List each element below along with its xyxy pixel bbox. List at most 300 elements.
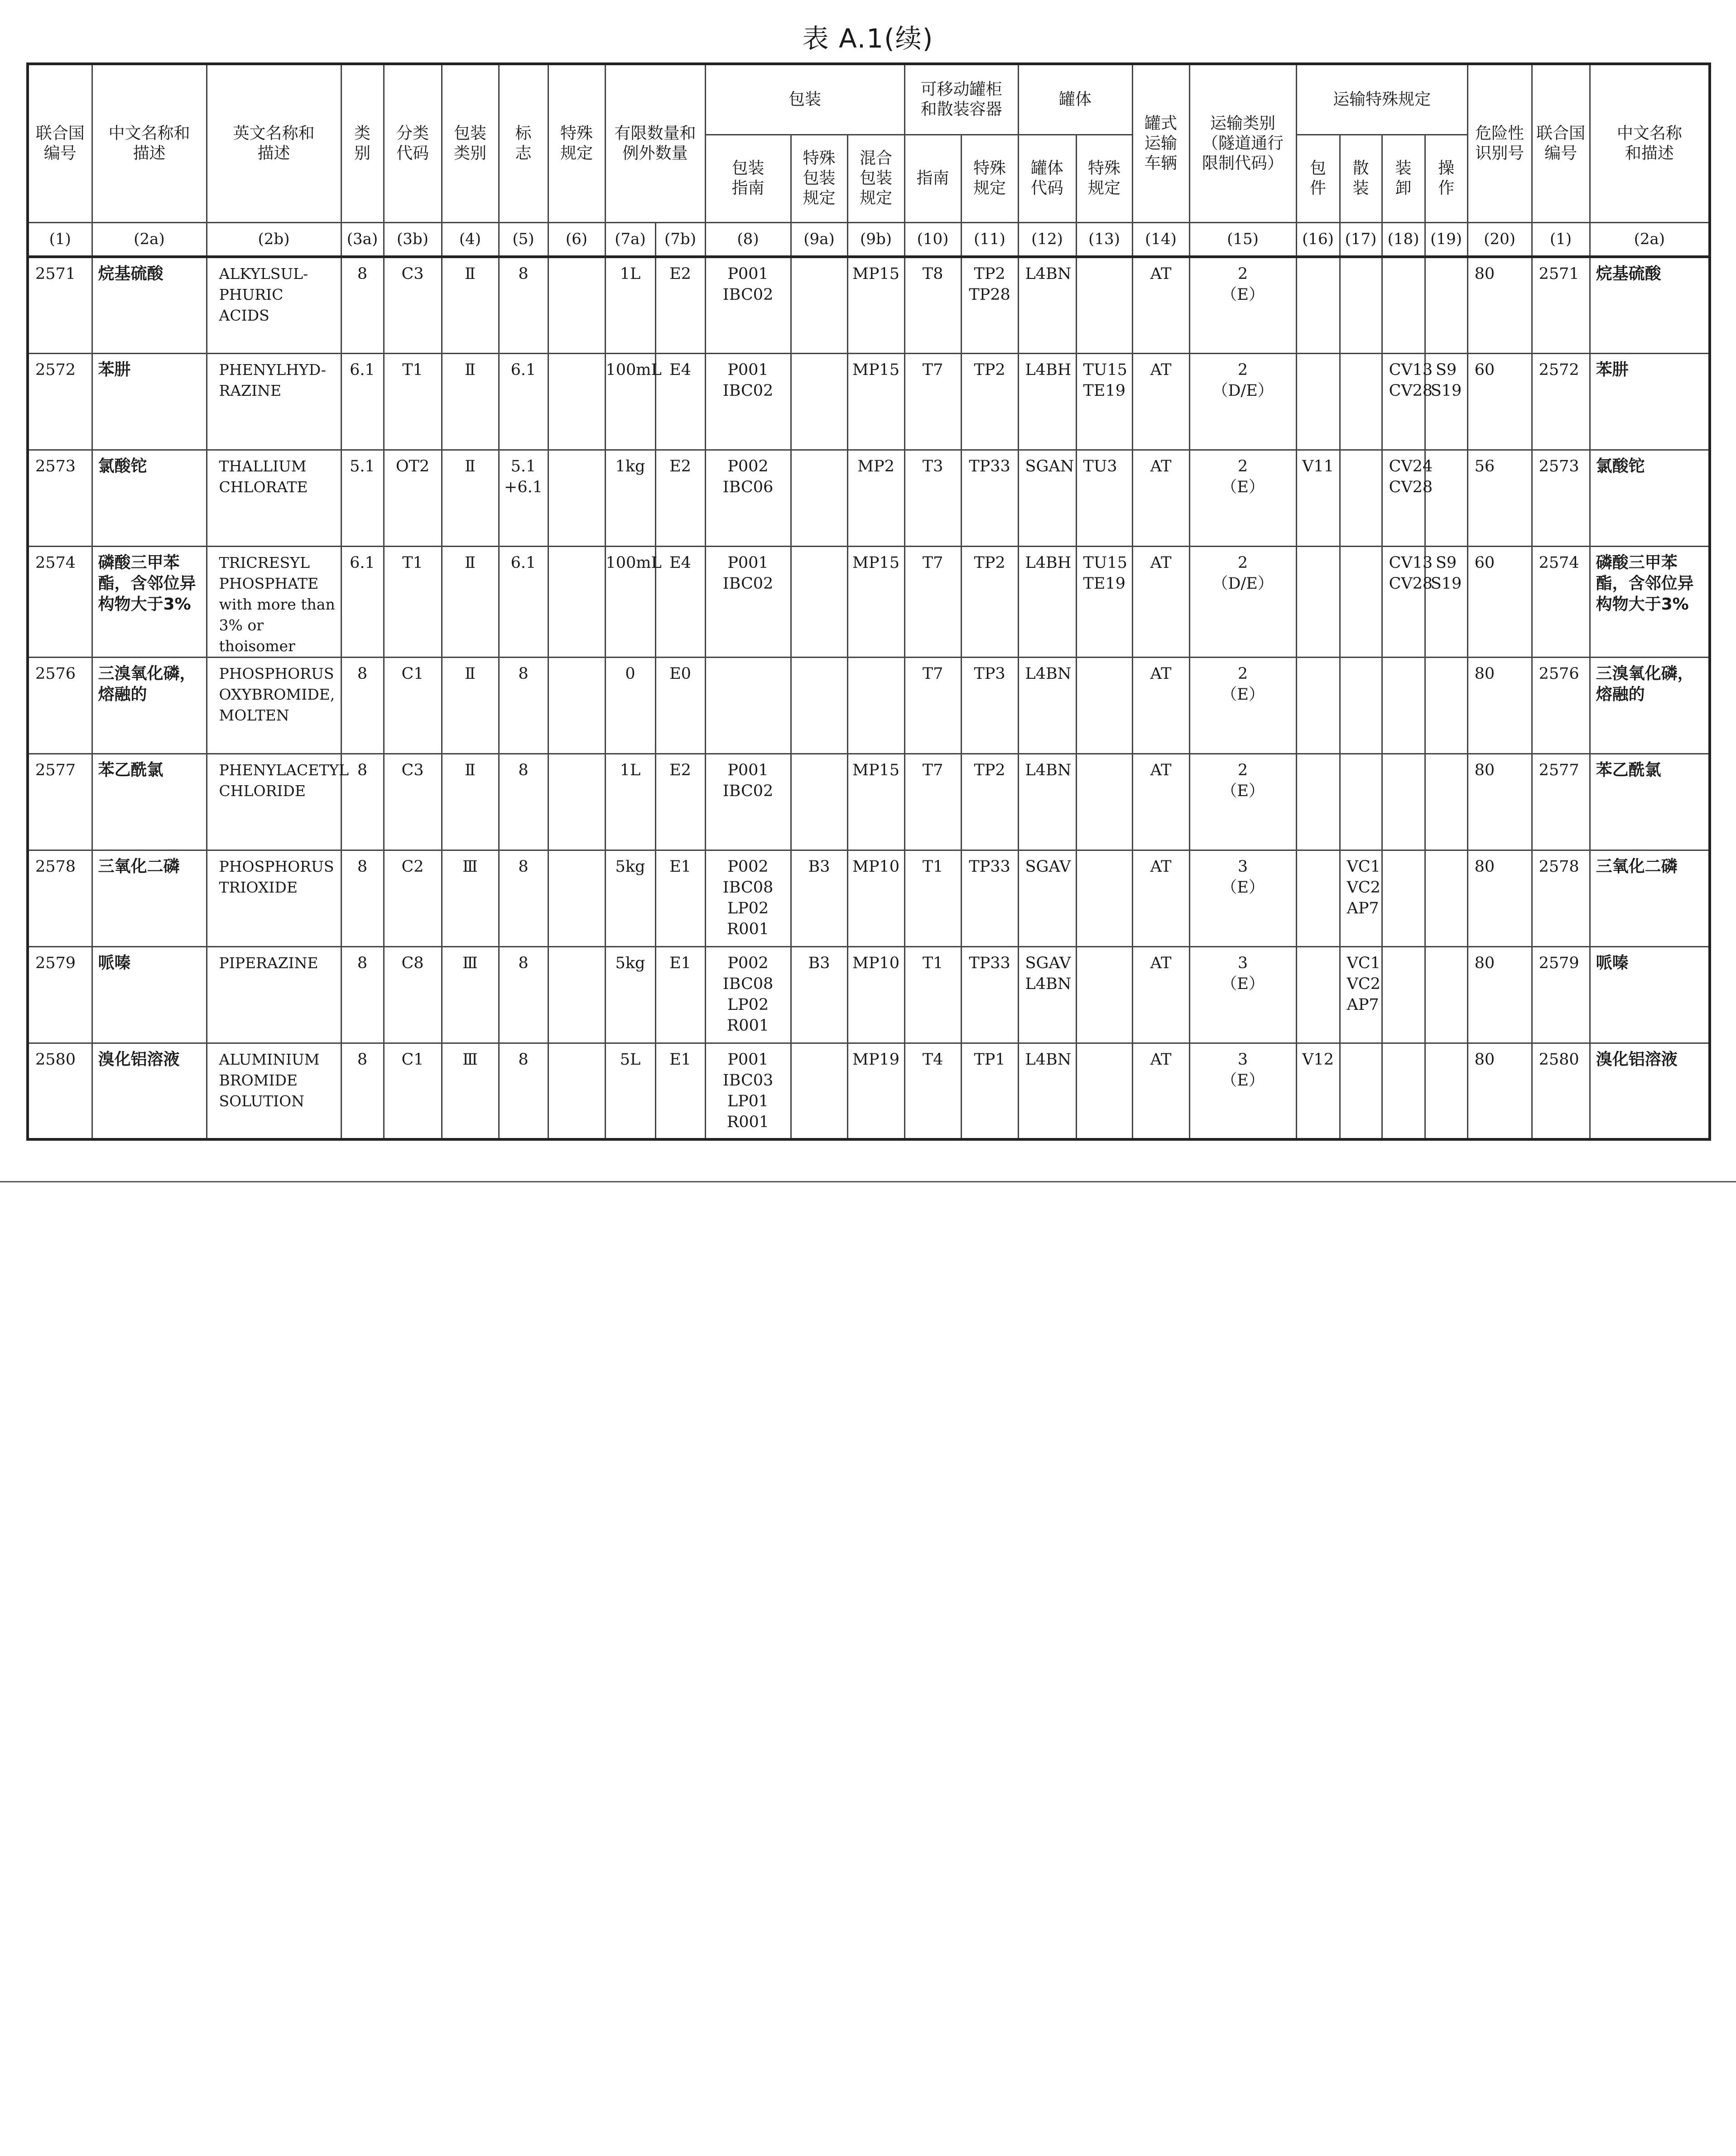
header-special-provisions: 特殊 规定 xyxy=(548,64,605,222)
cell-portable-special: TP2 xyxy=(961,546,1018,657)
cell-portable-special: TP3 xyxy=(961,657,1018,754)
cell-tank-special xyxy=(1076,257,1132,353)
column-number: (7b) xyxy=(655,222,705,257)
header-name-zh-repeat: 中文名称 和描述 xyxy=(1590,64,1710,222)
cell-packing-group: Ⅲ xyxy=(442,850,499,946)
cell-tank-special xyxy=(1076,1043,1132,1139)
cell-loading xyxy=(1382,1043,1425,1139)
cell-un-number-repeat: 2580 xyxy=(1532,1043,1590,1139)
cell-un-number: 2580 xyxy=(28,1043,92,1139)
cell-tank-instructions: T1 xyxy=(904,946,961,1043)
cell-loading: CV13 CV28 xyxy=(1382,546,1425,657)
cell-name-zh-repeat: 氯酸铊 xyxy=(1590,450,1710,546)
cell-tank-vehicle: AT xyxy=(1132,754,1189,850)
cell-tank-vehicle: AT xyxy=(1132,353,1189,450)
cell-class-code: C2 xyxy=(384,850,442,946)
cell-label: 8 xyxy=(499,850,548,946)
cell-transport-category: 2 （E） xyxy=(1189,257,1296,353)
column-number: (3a) xyxy=(341,222,384,257)
cell-special-provisions xyxy=(548,257,605,353)
cell-name-zh: 磷酸三甲苯酯，含邻位异构物大于3% xyxy=(92,546,207,657)
cell-tank-code: L4BN xyxy=(1018,257,1076,353)
cell-bulk xyxy=(1340,546,1382,657)
header-limited-quantities: 有限数量和 例外数量 xyxy=(605,64,705,222)
cell-operation xyxy=(1425,754,1467,850)
cell-tank-code: L4BN xyxy=(1018,754,1076,850)
cell-packages xyxy=(1296,754,1340,850)
table-header xyxy=(28,64,1710,222)
cell-excepted-quantity: E1 xyxy=(655,1043,705,1139)
table-row xyxy=(28,657,1710,754)
table-row xyxy=(28,754,1710,850)
cell-class-code: T1 xyxy=(384,353,442,450)
header-mixed-packing: 混合 包装 规定 xyxy=(847,134,904,222)
cell-tank-special xyxy=(1076,754,1132,850)
cell-class: 8 xyxy=(341,657,384,754)
cell-name-zh: 溴化铝溶液 xyxy=(92,1043,207,1139)
cell-excepted-quantity: E1 xyxy=(655,946,705,1043)
cell-tank-code: SGAV L4BN xyxy=(1018,946,1076,1043)
cell-mixed-packing: MP15 xyxy=(847,546,904,657)
column-number: (15) xyxy=(1189,222,1296,257)
cell-class-code: C8 xyxy=(384,946,442,1043)
header-tank-instructions: 指南 xyxy=(904,134,961,222)
cell-special-packing: B3 xyxy=(791,946,847,1043)
cell-name-zh: 烷基硫酸 xyxy=(92,257,207,353)
cell-operation xyxy=(1425,946,1467,1043)
cell-tank-instructions: T7 xyxy=(904,657,961,754)
cell-special-packing xyxy=(791,754,847,850)
cell-name-zh-repeat: 溴化铝溶液 xyxy=(1590,1043,1710,1139)
cell-un-number: 2576 xyxy=(28,657,92,754)
cell-transport-category: 2 （E） xyxy=(1189,450,1296,546)
cell-name-zh-repeat: 三溴氧化磷，熔融的 xyxy=(1590,657,1710,754)
cell-excepted-quantity: E2 xyxy=(655,450,705,546)
cell-bulk xyxy=(1340,754,1382,850)
header-class-code: 分类 代码 xyxy=(384,64,442,222)
cell-un-number-repeat: 2573 xyxy=(1532,450,1590,546)
header-class: 类 别 xyxy=(341,64,384,222)
header-name-zh: 中文名称和 描述 xyxy=(92,64,207,222)
cell-tank-vehicle: AT xyxy=(1132,850,1189,946)
column-number: (5) xyxy=(499,222,548,257)
column-number: (7a) xyxy=(605,222,655,257)
cell-operation xyxy=(1425,1043,1467,1139)
cell-special-packing: B3 xyxy=(791,850,847,946)
cell-excepted-quantity: E1 xyxy=(655,850,705,946)
column-number: (1) xyxy=(28,222,92,257)
cell-un-number: 2578 xyxy=(28,850,92,946)
cell-tank-instructions: T7 xyxy=(904,546,961,657)
page-divider xyxy=(0,1181,1736,1182)
cell-class-code: T1 xyxy=(384,546,442,657)
cell-packing-instructions: P001 IBC02 xyxy=(705,546,791,657)
cell-mixed-packing: MP15 xyxy=(847,353,904,450)
cell-mixed-packing: MP15 xyxy=(847,754,904,850)
cell-packing-instructions: P001 IBC03 LP01 R001 xyxy=(705,1043,791,1139)
cell-operation: S9 S19 xyxy=(1425,546,1467,657)
cell-label: 8 xyxy=(499,1043,548,1139)
cell-tank-code: SGAV xyxy=(1018,850,1076,946)
cell-bulk xyxy=(1340,1043,1382,1139)
cell-packing-group: Ⅱ xyxy=(442,257,499,353)
cell-class: 6.1 xyxy=(341,353,384,450)
header-transport-category: 运输类别 （隧道通行 限制代码） xyxy=(1189,64,1296,222)
cell-transport-category: 2 （E） xyxy=(1189,657,1296,754)
cell-name-zh-repeat: 哌嗪 xyxy=(1590,946,1710,1043)
cell-bulk: VC1 VC2 AP7 xyxy=(1340,946,1382,1043)
cell-packing-group: Ⅱ xyxy=(442,657,499,754)
cell-un-number: 2573 xyxy=(28,450,92,546)
header-packing-instructions: 包装 指南 xyxy=(705,134,791,222)
cell-loading: CV24 CV28 xyxy=(1382,450,1425,546)
cell-portable-special: TP2 xyxy=(961,353,1018,450)
cell-tank-code: SGAN xyxy=(1018,450,1076,546)
cell-un-number-repeat: 2572 xyxy=(1532,353,1590,450)
header-un-no: 联合国 编号 xyxy=(28,64,92,222)
cell-tank-special xyxy=(1076,657,1132,754)
header-hazard-id: 危险性 识别号 xyxy=(1467,64,1532,222)
cell-loading: CV13 CV28 xyxy=(1382,353,1425,450)
cell-tank-vehicle: AT xyxy=(1132,946,1189,1043)
cell-un-number: 2572 xyxy=(28,353,92,450)
cell-mixed-packing: MP10 xyxy=(847,850,904,946)
cell-excepted-quantity: E4 xyxy=(655,353,705,450)
header-loading: 装 卸 xyxy=(1382,134,1425,222)
cell-tank-vehicle: AT xyxy=(1132,657,1189,754)
cell-class: 6.1 xyxy=(341,546,384,657)
cell-bulk xyxy=(1340,450,1382,546)
header-tank-vehicle: 罐式 运输 车辆 xyxy=(1132,64,1189,222)
cell-loading xyxy=(1382,257,1425,353)
cell-packages: V11 xyxy=(1296,450,1340,546)
column-number: (2a) xyxy=(1590,222,1710,257)
cell-packages xyxy=(1296,546,1340,657)
cell-limited-quantity: 5L xyxy=(605,1043,655,1139)
cell-limited-quantity: 0 xyxy=(605,657,655,754)
cell-hazard-id: 80 xyxy=(1467,754,1532,850)
cell-packing-instructions: P001 IBC02 xyxy=(705,353,791,450)
column-number: (1) xyxy=(1532,222,1590,257)
cell-packages: V12 xyxy=(1296,1043,1340,1139)
header-tank-code: 罐体 代码 xyxy=(1018,134,1076,222)
cell-name-en: PHOSPHORUS OXYBROMIDE, MOLTEN xyxy=(207,657,341,754)
cell-packages xyxy=(1296,257,1340,353)
cell-label: 8 xyxy=(499,754,548,850)
cell-packing-group: Ⅱ xyxy=(442,353,499,450)
cell-tank-special: TU15 TE19 xyxy=(1076,546,1132,657)
header-tank-special: 特殊 规定 xyxy=(1076,134,1132,222)
column-number: (16) xyxy=(1296,222,1340,257)
column-number: (2a) xyxy=(92,222,207,257)
cell-operation xyxy=(1425,257,1467,353)
cell-operation xyxy=(1425,657,1467,754)
header-label: 标 志 xyxy=(499,64,548,222)
cell-label: 8 xyxy=(499,946,548,1043)
cell-packing-group: Ⅲ xyxy=(442,946,499,1043)
cell-name-en: THALLIUM CHLORATE xyxy=(207,450,341,546)
cell-un-number: 2574 xyxy=(28,546,92,657)
cell-mixed-packing: MP15 xyxy=(847,257,904,353)
cell-class: 8 xyxy=(341,850,384,946)
cell-name-zh: 三氧化二磷 xyxy=(92,850,207,946)
cell-label: 5.1 +6.1 xyxy=(499,450,548,546)
header-special-transport: 运输特殊规定 xyxy=(1296,64,1467,134)
cell-operation xyxy=(1425,850,1467,946)
cell-special-provisions xyxy=(548,353,605,450)
cell-packing-group: Ⅱ xyxy=(442,450,499,546)
table-title: 表 A.1(续) xyxy=(802,23,934,54)
cell-packages xyxy=(1296,850,1340,946)
cell-name-zh-repeat: 磷酸三甲苯酯，含邻位异构物大于3% xyxy=(1590,546,1710,657)
cell-bulk: VC1 VC2 AP7 xyxy=(1340,850,1382,946)
header-portable-special: 特殊 规定 xyxy=(961,134,1018,222)
column-number: (19) xyxy=(1425,222,1467,257)
header-packaging: 包装 xyxy=(705,64,904,134)
column-number: (20) xyxy=(1467,222,1532,257)
cell-tank-special: TU15 TE19 xyxy=(1076,353,1132,450)
cell-tank-vehicle: AT xyxy=(1132,257,1189,353)
cell-tank-vehicle: AT xyxy=(1132,1043,1189,1139)
cell-transport-category: 3 （E） xyxy=(1189,1043,1296,1139)
cell-packages xyxy=(1296,657,1340,754)
table-row xyxy=(28,257,1710,353)
cell-name-zh: 三溴氧化磷，熔融的 xyxy=(92,657,207,754)
cell-name-zh-repeat: 苯乙酰氯 xyxy=(1590,754,1710,850)
cell-name-zh: 哌嗪 xyxy=(92,946,207,1043)
table-row xyxy=(28,353,1710,450)
header-packing-group: 包装 类别 xyxy=(442,64,499,222)
cell-portable-special: TP33 xyxy=(961,946,1018,1043)
cell-class: 8 xyxy=(341,1043,384,1139)
cell-special-packing xyxy=(791,546,847,657)
cell-label: 8 xyxy=(499,257,548,353)
cell-packing-instructions: P001 IBC02 xyxy=(705,257,791,353)
cell-packages xyxy=(1296,946,1340,1043)
cell-packing-instructions: P002 IBC08 LP02 R001 xyxy=(705,850,791,946)
cell-transport-category: 3 （E） xyxy=(1189,946,1296,1043)
cell-un-number: 2571 xyxy=(28,257,92,353)
cell-operation: S9 S19 xyxy=(1425,353,1467,450)
cell-tank-special: TU3 xyxy=(1076,450,1132,546)
cell-hazard-id: 80 xyxy=(1467,946,1532,1043)
cell-special-provisions xyxy=(548,657,605,754)
dangerous-goods-table xyxy=(26,62,1711,1141)
table-row xyxy=(28,450,1710,546)
table-row xyxy=(28,850,1710,946)
cell-class: 8 xyxy=(341,946,384,1043)
cell-bulk xyxy=(1340,353,1382,450)
cell-un-number-repeat: 2574 xyxy=(1532,546,1590,657)
cell-excepted-quantity: E4 xyxy=(655,546,705,657)
cell-tank-code: L4BN xyxy=(1018,1043,1076,1139)
column-number: (10) xyxy=(904,222,961,257)
cell-packing-instructions: P002 IBC06 xyxy=(705,450,791,546)
cell-bulk xyxy=(1340,657,1382,754)
cell-limited-quantity: 100mL xyxy=(605,353,655,450)
cell-transport-category: 3 （E） xyxy=(1189,850,1296,946)
header-operation: 操 作 xyxy=(1425,134,1467,222)
cell-special-provisions xyxy=(548,850,605,946)
cell-class-code: C3 xyxy=(384,754,442,850)
cell-loading xyxy=(1382,946,1425,1043)
cell-special-packing xyxy=(791,257,847,353)
table-row xyxy=(28,546,1710,657)
cell-class-code: OT2 xyxy=(384,450,442,546)
table-row xyxy=(28,1043,1710,1139)
column-number: (9a) xyxy=(791,222,847,257)
column-number: (17) xyxy=(1340,222,1382,257)
column-number: (3b) xyxy=(384,222,442,257)
cell-hazard-id: 60 xyxy=(1467,353,1532,450)
cell-hazard-id: 80 xyxy=(1467,850,1532,946)
column-number: (8) xyxy=(705,222,791,257)
cell-packing-group: Ⅲ xyxy=(442,1043,499,1139)
cell-special-provisions xyxy=(548,754,605,850)
cell-portable-special: TP2 TP28 xyxy=(961,257,1018,353)
cell-packing-instructions: P001 IBC02 xyxy=(705,754,791,850)
cell-tank-instructions: T4 xyxy=(904,1043,961,1139)
cell-name-en: PHENYLACETYL CHLORIDE xyxy=(207,754,341,850)
cell-name-zh: 氯酸铊 xyxy=(92,450,207,546)
cell-name-zh-repeat: 烷基硫酸 xyxy=(1590,257,1710,353)
header-tank: 罐体 xyxy=(1018,64,1132,134)
column-number-row xyxy=(28,222,1710,257)
cell-label: 6.1 xyxy=(499,546,548,657)
cell-portable-special: TP2 xyxy=(961,754,1018,850)
cell-name-zh-repeat: 苯肼 xyxy=(1590,353,1710,450)
cell-name-en: ALKYLSUL- PHURIC ACIDS xyxy=(207,257,341,353)
header-packages: 包 件 xyxy=(1296,134,1340,222)
cell-special-provisions xyxy=(548,1043,605,1139)
header-portable-tanks: 可移动罐柜 和散装容器 xyxy=(904,64,1018,134)
cell-un-number-repeat: 2577 xyxy=(1532,754,1590,850)
header-name-en: 英文名称和 描述 xyxy=(207,64,341,222)
cell-portable-special: TP33 xyxy=(961,450,1018,546)
cell-special-provisions xyxy=(548,546,605,657)
column-number: (4) xyxy=(442,222,499,257)
cell-tank-vehicle: AT xyxy=(1132,450,1189,546)
cell-limited-quantity: 5kg xyxy=(605,946,655,1043)
cell-transport-category: 2 （D/E） xyxy=(1189,546,1296,657)
cell-tank-special xyxy=(1076,946,1132,1043)
cell-tank-instructions: T8 xyxy=(904,257,961,353)
cell-mixed-packing: MP2 xyxy=(847,450,904,546)
cell-un-number-repeat: 2576 xyxy=(1532,657,1590,754)
cell-packing-instructions xyxy=(705,657,791,754)
cell-special-packing xyxy=(791,353,847,450)
cell-hazard-id: 80 xyxy=(1467,257,1532,353)
column-number: (14) xyxy=(1132,222,1189,257)
cell-mixed-packing: MP19 xyxy=(847,1043,904,1139)
cell-class: 5.1 xyxy=(341,450,384,546)
cell-packing-group: Ⅱ xyxy=(442,754,499,850)
cell-limited-quantity: 5kg xyxy=(605,850,655,946)
cell-loading xyxy=(1382,657,1425,754)
cell-mixed-packing: MP10 xyxy=(847,946,904,1043)
cell-limited-quantity: 1L xyxy=(605,754,655,850)
table-row xyxy=(28,946,1710,1043)
cell-tank-instructions: T7 xyxy=(904,353,961,450)
cell-portable-special: TP1 xyxy=(961,1043,1018,1139)
cell-class-code: C3 xyxy=(384,257,442,353)
column-number: (13) xyxy=(1076,222,1132,257)
cell-tank-instructions: T1 xyxy=(904,850,961,946)
cell-loading xyxy=(1382,850,1425,946)
column-number: (11) xyxy=(961,222,1018,257)
cell-tank-code: L4BH xyxy=(1018,546,1076,657)
cell-excepted-quantity: E2 xyxy=(655,257,705,353)
cell-mixed-packing xyxy=(847,657,904,754)
header-bulk: 散 装 xyxy=(1340,134,1382,222)
cell-special-packing xyxy=(791,450,847,546)
cell-tank-code: L4BN xyxy=(1018,657,1076,754)
cell-hazard-id: 80 xyxy=(1467,657,1532,754)
column-number: (2b) xyxy=(207,222,341,257)
cell-name-zh-repeat: 三氧化二磷 xyxy=(1590,850,1710,946)
cell-tank-instructions: T7 xyxy=(904,754,961,850)
cell-hazard-id: 56 xyxy=(1467,450,1532,546)
column-number: (18) xyxy=(1382,222,1425,257)
cell-special-provisions xyxy=(548,450,605,546)
cell-un-number: 2579 xyxy=(28,946,92,1043)
cell-hazard-id: 80 xyxy=(1467,1043,1532,1139)
cell-transport-category: 2 （E） xyxy=(1189,754,1296,850)
cell-name-en: PIPERAZINE xyxy=(207,946,341,1043)
header-un-no-repeat: 联合国 编号 xyxy=(1532,64,1590,222)
cell-un-number-repeat: 2571 xyxy=(1532,257,1590,353)
column-number: (6) xyxy=(548,222,605,257)
cell-tank-instructions: T3 xyxy=(904,450,961,546)
cell-un-number-repeat: 2579 xyxy=(1532,946,1590,1043)
cell-excepted-quantity: E0 xyxy=(655,657,705,754)
cell-bulk xyxy=(1340,257,1382,353)
column-number: (9b) xyxy=(847,222,904,257)
cell-class: 8 xyxy=(341,754,384,850)
cell-class-code: C1 xyxy=(384,1043,442,1139)
cell-tank-vehicle: AT xyxy=(1132,546,1189,657)
cell-portable-special: TP33 xyxy=(961,850,1018,946)
cell-packing-group: Ⅱ xyxy=(442,546,499,657)
cell-transport-category: 2 （D/E） xyxy=(1189,353,1296,450)
cell-loading xyxy=(1382,754,1425,850)
cell-name-en: TRICRESYL PHOSPHATE with more than 3% or thoisomer xyxy=(207,546,341,657)
cell-special-packing xyxy=(791,657,847,754)
cell-un-number: 2577 xyxy=(28,754,92,850)
cell-packages xyxy=(1296,353,1340,450)
cell-name-en: ALUMINIUM BROMIDE SOLUTION xyxy=(207,1043,341,1139)
cell-tank-code: L4BH xyxy=(1018,353,1076,450)
cell-class: 8 xyxy=(341,257,384,353)
header-special-packing: 特殊 包装 规定 xyxy=(791,134,847,222)
table-body xyxy=(28,257,1710,1139)
cell-class-code: C1 xyxy=(384,657,442,754)
cell-special-packing xyxy=(791,1043,847,1139)
cell-packing-instructions: P002 IBC08 LP02 R001 xyxy=(705,946,791,1043)
cell-label: 6.1 xyxy=(499,353,548,450)
cell-limited-quantity: 1kg xyxy=(605,450,655,546)
cell-name-zh: 苯肼 xyxy=(92,353,207,450)
cell-un-number-repeat: 2578 xyxy=(1532,850,1590,946)
column-number: (12) xyxy=(1018,222,1076,257)
cell-name-en: PHOSPHORUS TRIOXIDE xyxy=(207,850,341,946)
cell-name-en: PHENYLHYD- RAZINE xyxy=(207,353,341,450)
cell-label: 8 xyxy=(499,657,548,754)
cell-limited-quantity: 1L xyxy=(605,257,655,353)
cell-excepted-quantity: E2 xyxy=(655,754,705,850)
cell-limited-quantity: 100mL xyxy=(605,546,655,657)
cell-hazard-id: 60 xyxy=(1467,546,1532,657)
